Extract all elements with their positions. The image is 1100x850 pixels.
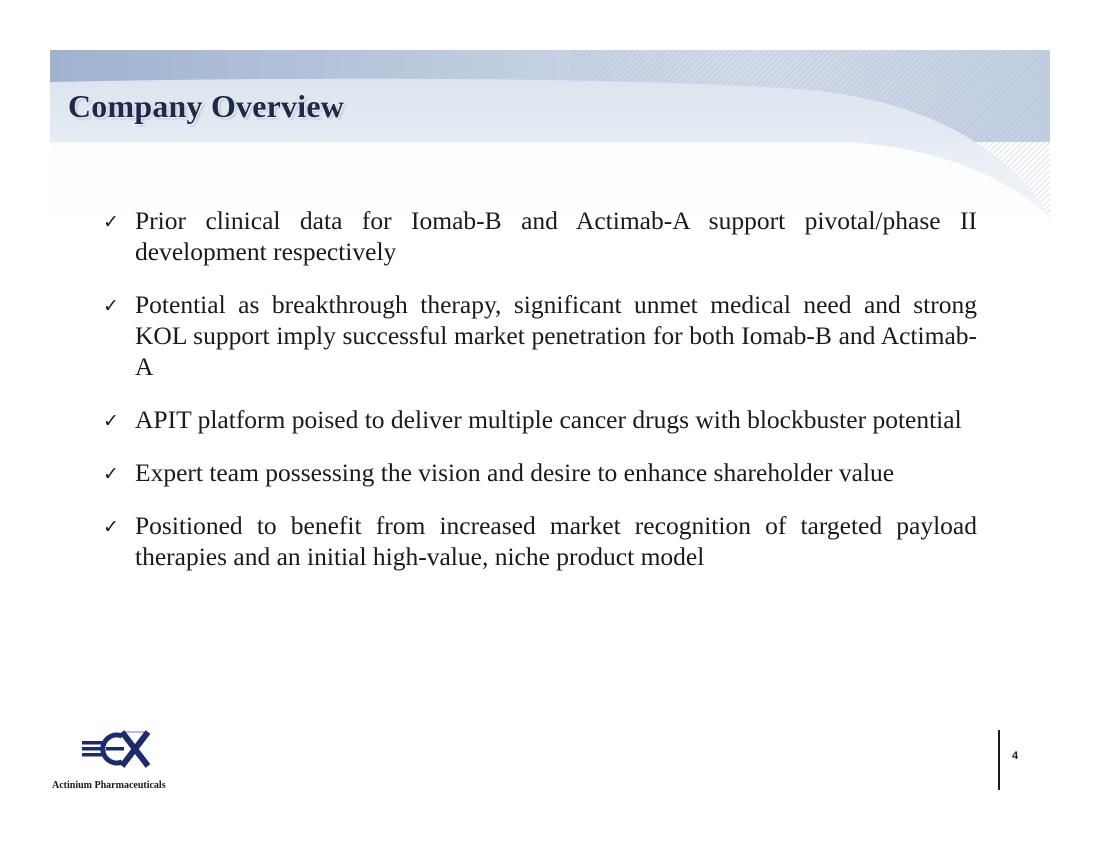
checkmark-icon: ✓ (103, 463, 119, 485)
company-name: Actinium Pharmaceuticals (52, 780, 166, 791)
bullet-text: Expert team possessing the vision and desire to enhance shareholder value (135, 458, 895, 487)
header-banner-graphic (50, 50, 1050, 220)
bullet-text: Positioned to benefit from increased market recognition of targeted payload therapies and an initial high-value, niche product model (135, 511, 977, 571)
checkmark-icon: ✓ (103, 410, 119, 432)
checkmark-icon: ✓ (103, 211, 119, 233)
checkmark-icon: ✓ (103, 295, 119, 317)
page-title: Company Overview (68, 88, 345, 124)
bullet-text: Prior clinical data for Iomab-B and Actimab-A support pivotal/phase II development respectively (135, 206, 977, 266)
header-banner (50, 50, 1050, 220)
page-divider (998, 730, 1000, 790)
bullet-item (100, 510, 977, 572)
company-logo-icon (82, 728, 152, 770)
page-number: 4 (1012, 750, 1019, 762)
bullet-list (100, 205, 977, 594)
bullet-item (100, 205, 977, 267)
bullet-item (100, 289, 977, 382)
checkmark-icon: ✓ (103, 516, 119, 538)
bullet-item (100, 404, 977, 435)
bullet-text: APIT platform poised to deliver multiple cancer drugs with blockbuster potential (135, 405, 962, 434)
bullet-text: Potential as breakthrough therapy, significant unmet medical need and strong KOL support imply successful market penetration for both Iomab-B and Actimab-A (135, 290, 977, 381)
bullet-item (100, 457, 977, 488)
